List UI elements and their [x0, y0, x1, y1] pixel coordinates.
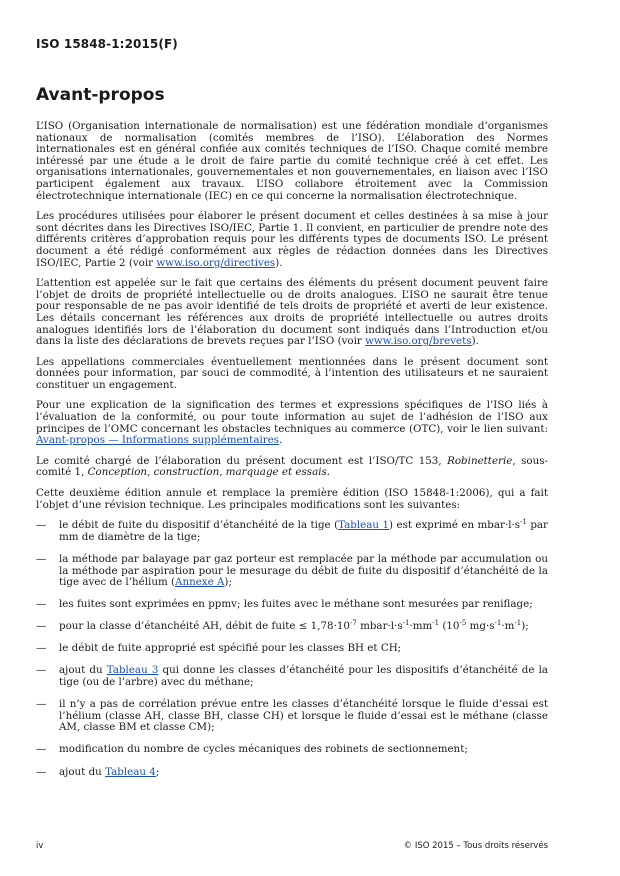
list-item-text: le débit de fuite du dispositif d’étanchéité de la tige ( [59, 519, 339, 532]
table-1-link[interactable]: Tableau 1 [338, 519, 390, 532]
paragraph-end: ). [275, 256, 283, 269]
paragraph-text: , sous-comité 1, [36, 454, 548, 479]
superscript: -1 [402, 619, 410, 628]
list-item-text: il n’y a pas de corrélation prévue entre les classes d’étanchéité lorsque le fluide d’essai est l’hélium (classe AH, classe BH, classe CH) et lorsque le fluide d’essai est le méthane (classe AM, classe BM et classe CM); [59, 698, 548, 734]
dash-bullet: — [36, 765, 47, 778]
foreword-info-link[interactable]: Avant-propos — Informations supplémentaires [36, 434, 280, 447]
list-item-text: ) est exprimé en mbar·l·s [389, 519, 521, 532]
annex-a-link[interactable]: Annexe A [175, 576, 225, 589]
committee-name: Robinetterie [447, 454, 513, 467]
modifications-list [36, 520, 548, 778]
subcommittee-name: Conception, construction, marquage et essais [87, 466, 327, 479]
paragraph-wto [36, 400, 548, 446]
superscript: -1 [432, 619, 440, 628]
list-item-text: ·mm [409, 620, 433, 633]
paragraph-edition: Cette deuxième édition annule et remplace la première édition (ISO 15848-1:2006), qui a fait l’objet d’une révision technique. Les principales modifications sont les suivantes: [36, 487, 548, 511]
paragraph-trade-names: Les appellations commerciales éventuellement mentionnées dans le présent document sont données pour information, par souci de commodité, à l’intention des utilisateurs et ne sauraient constituer un engagement. [36, 355, 548, 391]
list-item [36, 621, 548, 633]
dash-bullet: — [36, 519, 47, 532]
paragraph-end: . [279, 434, 283, 447]
list-item-text: ajout du [59, 765, 106, 778]
paragraph-text: Le comité chargé de l’élaboration du présent document est l’ISO/TC 153, [36, 454, 448, 467]
list-item-text: ajout du [59, 664, 107, 677]
dash-bullet: — [36, 664, 47, 677]
paragraph-text: L’attention est appelée sur le fait que certains des éléments du présent document peuvent faire l’objet de droits de propriété intellectuelle ou de droits analogues. L’ISO ne saurait être tenue pour responsable de ne pas avoir identifié de tels droits de propriété et averti de leur existence. Les détails concernant les références aux droits de propriété intellectuelle ou autres droits analogues identifiés lors de l’élaboration du document sont indiqués dans l’Introduction et/ou dans la liste des déclarations de brevets reçues par l’ISO (voir [36, 277, 548, 348]
list-item-text: ); [224, 576, 232, 589]
dash-bullet: — [36, 620, 47, 633]
superscript: -1 [520, 518, 527, 527]
list-item [36, 599, 548, 611]
list-item [36, 699, 548, 734]
list-item [36, 767, 548, 779]
paragraph-patents [36, 278, 548, 348]
table-4-link[interactable]: Tableau 4 [105, 765, 156, 778]
document-id: ISO 15848-1:2015(F) [36, 37, 178, 51]
paragraph-iso-intro: L’ISO (Organisation internationale de normalisation) est une fédération mondiale d’organismes nationaux de normalisation (comités membres de l’ISO). L’élaboration des Normes internationales est en général confiée aux comités techniques de l’ISO. Chaque comité membre intéressé par une étude a le droit de faire partie du comité technique créé à cet effet. Les organisations internationales, gouvernementales et non gouvernementales, en liaison avec l’ISO participent également aux travaux. L’ISO collabore étroitement avec la Commission électrotechnique internationale (IEC) en ce qui concerne la normalisation électrotechnique. [36, 120, 548, 202]
list-item-text: ·m [501, 620, 515, 633]
dash-bullet: — [36, 598, 47, 611]
paragraph-text: Les procédures utilisées pour élaborer le présent document et celles destinées à sa mise à jour sont décrites dans les Directives ISO/IEC, Partie 1. Il convient, en particulier de prendre note des différents critères d’approbation requis pour les différents types de documents ISO. Le présent document a été rédigé conformément aux règles de rédaction données dans les Directives ISO/IEC, Partie 2 (voir [36, 210, 548, 269]
directives-link[interactable]: www.iso.org/directives [156, 256, 276, 269]
paragraph-procedures [36, 211, 548, 269]
list-item-text: mg·s [466, 620, 495, 633]
list-item [36, 643, 548, 655]
list-item-text: modification du nombre de cycles mécaniques des robinets de sectionnement; [59, 743, 468, 756]
paragraph-end: . [326, 466, 331, 479]
foreword-body [36, 121, 548, 789]
list-item [36, 744, 548, 756]
list-item-text: (10 [439, 620, 460, 633]
superscript: -5 [459, 619, 467, 628]
list-item-text: par mm de diamètre de la tige; [59, 519, 548, 543]
superscript: -7 [349, 619, 357, 628]
page-title: Avant-propos [36, 85, 165, 105]
list-item-text: la méthode par balayage par gaz porteur est remplacée par la méthode par accumulation ou la méthode par aspiration pour le mesurage du débit de fuite du dispositif d’étanchéité de la tige avec de l’hélium ( [59, 552, 548, 589]
paragraph-text: Pour une explication de la signification des termes et expressions spécifiques de l’ISO liés à l’évaluation de la conformité, ou pour toute information au sujet de l’adhésion de l’ISO aux principes de l’OMC concernant les obstacles techniques au commerce (OTC), voir le lien suivant: [36, 399, 548, 435]
patents-link[interactable]: www.iso.org/brevets [365, 335, 472, 348]
dash-bullet: — [36, 642, 47, 655]
paragraph-committee [36, 456, 548, 479]
superscript: -1 [514, 619, 522, 628]
table-3-link[interactable]: Tableau 3 [106, 664, 159, 677]
list-item [36, 554, 548, 589]
list-item-text: les fuites sont exprimées en ppmv; les fuites avec le méthane sont mesurées par reniflage; [59, 598, 533, 611]
list-item [36, 665, 548, 688]
list-item-text: le débit de fuite approprié est spécifié pour les classes BH et CH; [59, 642, 402, 655]
dash-bullet: — [36, 552, 47, 565]
list-item [36, 520, 548, 543]
list-item-text: qui donne les classes d’étanchéité pour les dispositifs d’étanchéité de la tige (ou de l’arbre) avec du méthane; [59, 664, 549, 689]
page-number: iv [36, 841, 44, 851]
list-item-text: ); [521, 620, 529, 633]
dash-bullet: — [36, 743, 47, 756]
superscript: -1 [494, 619, 502, 628]
dash-bullet: — [36, 698, 47, 711]
paragraph-end: ). [471, 335, 479, 348]
copyright-notice: © ISO 2015 – Tous droits réservés [403, 841, 548, 851]
list-item-text: pour la classe d’étanchéité AH, débit de fuite ≤ 1,78·10 [59, 620, 350, 633]
list-item-text: mbar·l·s [356, 620, 403, 633]
list-item-text: ; [155, 765, 160, 778]
